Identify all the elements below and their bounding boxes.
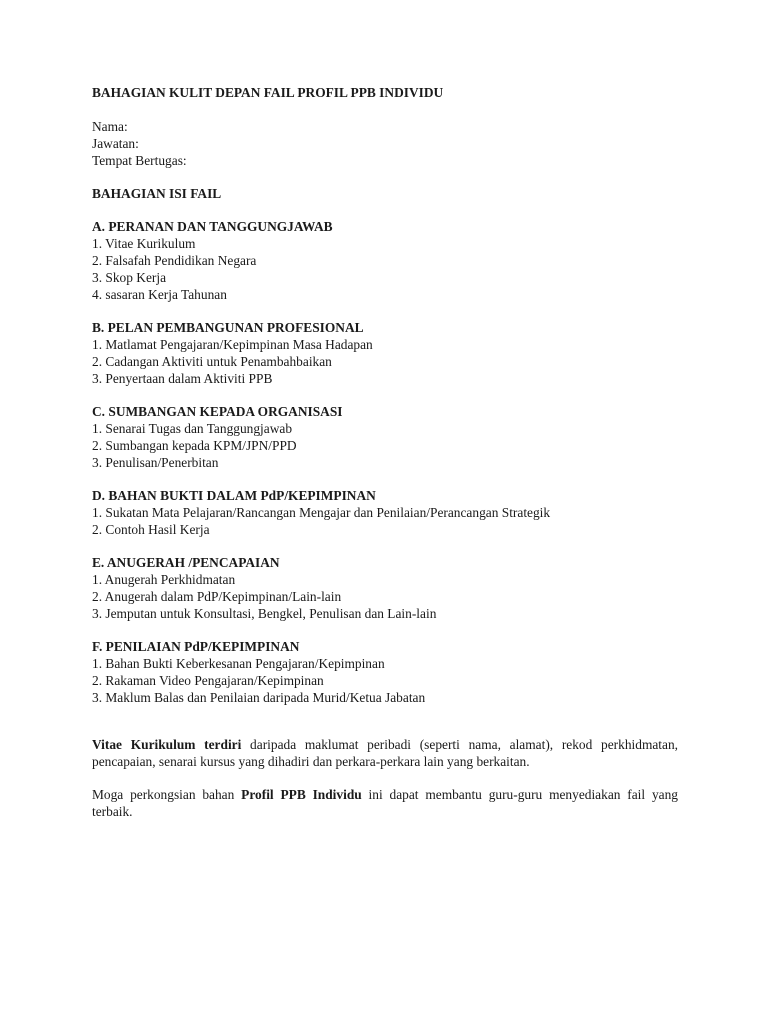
list-item: 1. Senarai Tugas dan Tanggungjawab xyxy=(92,421,293,436)
list-item: 1. Bahan Bukti Keberkesanan Pengajaran/Kepimpinan xyxy=(92,656,385,671)
section-a-heading: A. PERANAN DAN TANGGUNGJAWAB xyxy=(92,219,333,234)
section-e-list xyxy=(92,571,678,622)
cover-fields xyxy=(92,118,678,169)
field-nama: Nama: xyxy=(92,119,128,134)
list-item: 4. sasaran Kerja Tahunan xyxy=(92,287,227,302)
vitae-paragraph xyxy=(92,736,678,770)
section-c-heading: C. SUMBANGAN KEPADA ORGANISASI xyxy=(92,404,343,419)
list-item: 2. Anugerah dalam PdP/Kepimpinan/Lain-lain xyxy=(92,589,342,604)
section-c-list xyxy=(92,420,678,471)
list-item: 3. Jemputan untuk Konsultasi, Bengkel, Penulisan dan Lain-lain xyxy=(92,606,437,621)
closing-paragraph-bold: Profil PPB Individu xyxy=(241,787,362,802)
list-item: 1. Sukatan Mata Pelajaran/Rancangan Mengajar dan Penilaian/Perancangan Strategik xyxy=(92,505,551,520)
document-page xyxy=(92,84,678,820)
list-item: 2. Contoh Hasil Kerja xyxy=(92,522,210,537)
section-b-heading: B. PELAN PEMBANGUNAN PROFESIONAL xyxy=(92,320,364,335)
vitae-paragraph-bold: Vitae Kurikulum terdiri xyxy=(92,737,242,752)
list-item: 2. Falsafah Pendidikan Negara xyxy=(92,253,257,268)
list-item: 2. Cadangan Aktiviti untuk Penambahbaikan xyxy=(92,354,332,369)
list-item: 3. Penyertaan dalam Aktiviti PPB xyxy=(92,371,273,386)
isi-heading: BAHAGIAN ISI FAIL xyxy=(92,186,222,201)
section-d-list xyxy=(92,504,678,538)
section-d-heading: D. BAHAN BUKTI DALAM PdP/KEPIMPINAN xyxy=(92,488,376,503)
closing-paragraph-tail: ini dapat membantu guru-guru menyediakan fail yang terbaik. xyxy=(92,787,678,819)
section-a-list xyxy=(92,235,678,303)
list-item: 3. Maklum Balas dan Penilaian daripada Murid/Ketua Jabatan xyxy=(92,690,426,705)
list-item: 3. Skop Kerja xyxy=(92,270,167,285)
list-item: 1. Matlamat Pengajaran/Kepimpinan Masa Hadapan xyxy=(92,337,373,352)
list-item: 1. Anugerah Perkhidmatan xyxy=(92,572,236,587)
list-item: 1. Vitae Kurikulum xyxy=(92,236,196,251)
vitae-paragraph-text: daripada maklumat peribadi (seperti nama, alamat), rekod perkhidmatan, pencapaian, senarai kursus yang dihadiri dan perkara-perkara lain yang berkaitan. xyxy=(92,737,679,769)
section-f-list xyxy=(92,655,678,706)
list-item: 2. Sumbangan kepada KPM/JPN/PPD xyxy=(92,438,297,453)
document-title: BAHAGIAN KULIT DEPAN FAIL PROFIL PPB INDIVIDU xyxy=(92,85,444,100)
list-item: 2. Rakaman Video Pengajaran/Kepimpinan xyxy=(92,673,324,688)
section-e-heading: E. ANUGERAH /PENCAPAIAN xyxy=(92,555,280,570)
closing-paragraph xyxy=(92,786,678,820)
list-item: 3. Penulisan/Penerbitan xyxy=(92,455,219,470)
field-tempat-bertugas: Tempat Bertugas: xyxy=(92,153,187,168)
field-jawatan: Jawatan: xyxy=(92,136,139,151)
section-b-list xyxy=(92,336,678,387)
closing-paragraph-lead: Moga perkongsian bahan xyxy=(92,787,242,802)
section-f-heading: F. PENILAIAN PdP/KEPIMPINAN xyxy=(92,639,300,654)
